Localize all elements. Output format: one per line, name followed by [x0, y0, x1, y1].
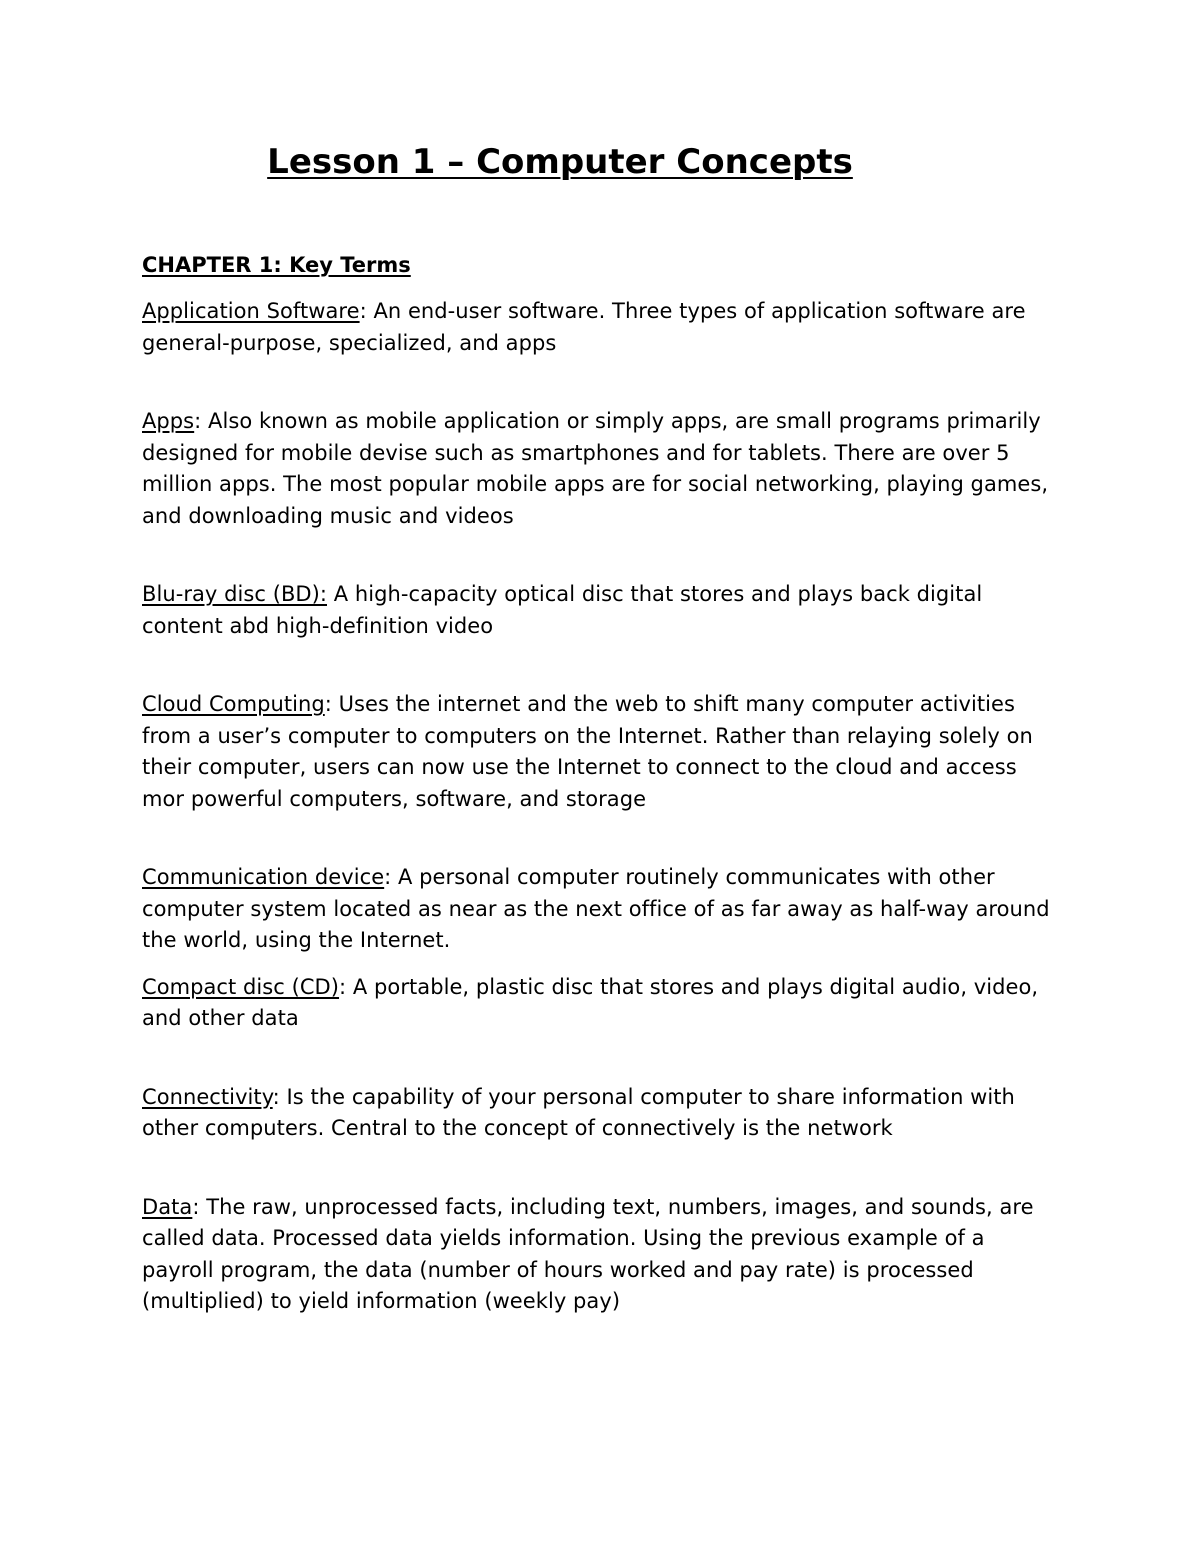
term-separator: : — [324, 692, 332, 716]
term-entry-apps — [142, 406, 1062, 532]
term-label: Application Software — [142, 299, 360, 323]
term-entry-connectivity — [142, 1082, 1062, 1145]
term-entry-data — [142, 1192, 1062, 1318]
document-title: Lesson 1 – Computer Concepts — [267, 142, 853, 182]
term-separator: : — [272, 1084, 280, 1109]
term-label: Communication device — [142, 865, 385, 889]
term-definition: A personal computer routinely communicates with other computer system located as near as the next office of as far away as half-way around the world, using the Internet. — [142, 865, 1050, 952]
term-entry-communication-device — [142, 862, 1062, 957]
term-separator: : — [384, 865, 392, 889]
term-entry-compact-disc — [142, 972, 1062, 1035]
term-separator: : — [194, 409, 202, 433]
term-label: Apps — [142, 409, 195, 433]
term-label: Compact disc (CD) — [142, 974, 340, 999]
document-page — [142, 140, 1062, 1318]
term-entry-cloud-computing — [142, 689, 1062, 815]
term-definition: A portable, plastic disc that stores and plays digital audio, video, and other data — [142, 974, 1039, 1030]
term-label: Blu-ray disc (BD): — [142, 582, 327, 606]
term-label: Cloud Computing — [142, 692, 325, 716]
term-definition: Is the capability of your personal computer to share information with other computers. Central to the concept of connectively is the network — [142, 1084, 1015, 1140]
term-definition: Also known as mobile application or simply apps, are small programs primarily designed for mobile devise such as smartphones and for tablets. There are over 5 million apps. The most popular mobile apps are for social networking, playing games, and downloading music and videos — [142, 409, 1049, 528]
term-definition: An end-user software. Three types of application software are general-purpose, specialized, and apps — [142, 299, 1026, 355]
term-label: Data — [142, 1194, 193, 1219]
term-separator: : — [339, 974, 347, 999]
term-separator: : — [192, 1194, 200, 1219]
term-label: Connectivity — [142, 1084, 273, 1109]
term-definition: A high-capacity optical disc that stores and plays back digital content abd high-definition video — [142, 582, 983, 638]
term-entry-application-software — [142, 296, 1062, 359]
term-separator: : — [359, 299, 367, 323]
term-definition: Uses the internet and the web to shift many computer activities from a user’s computer to computers on the Internet. Rather than relaying solely on their computer, users can now use the Internet to connect to the cloud and access mor powerful computers, software, and storage — [142, 692, 1033, 811]
chapter-heading: CHAPTER 1: Key Terms — [142, 253, 411, 277]
term-definition: The raw, unprocessed facts, including text, numbers, images, and sounds, are called data. Processed data yields information. Using the previous example of a payroll program, the data (number of hours worked and pay rate) is processed (multiplied) to yield information (weekly pay) — [142, 1194, 1034, 1313]
term-entry-blu-ray-disc — [142, 579, 1062, 642]
